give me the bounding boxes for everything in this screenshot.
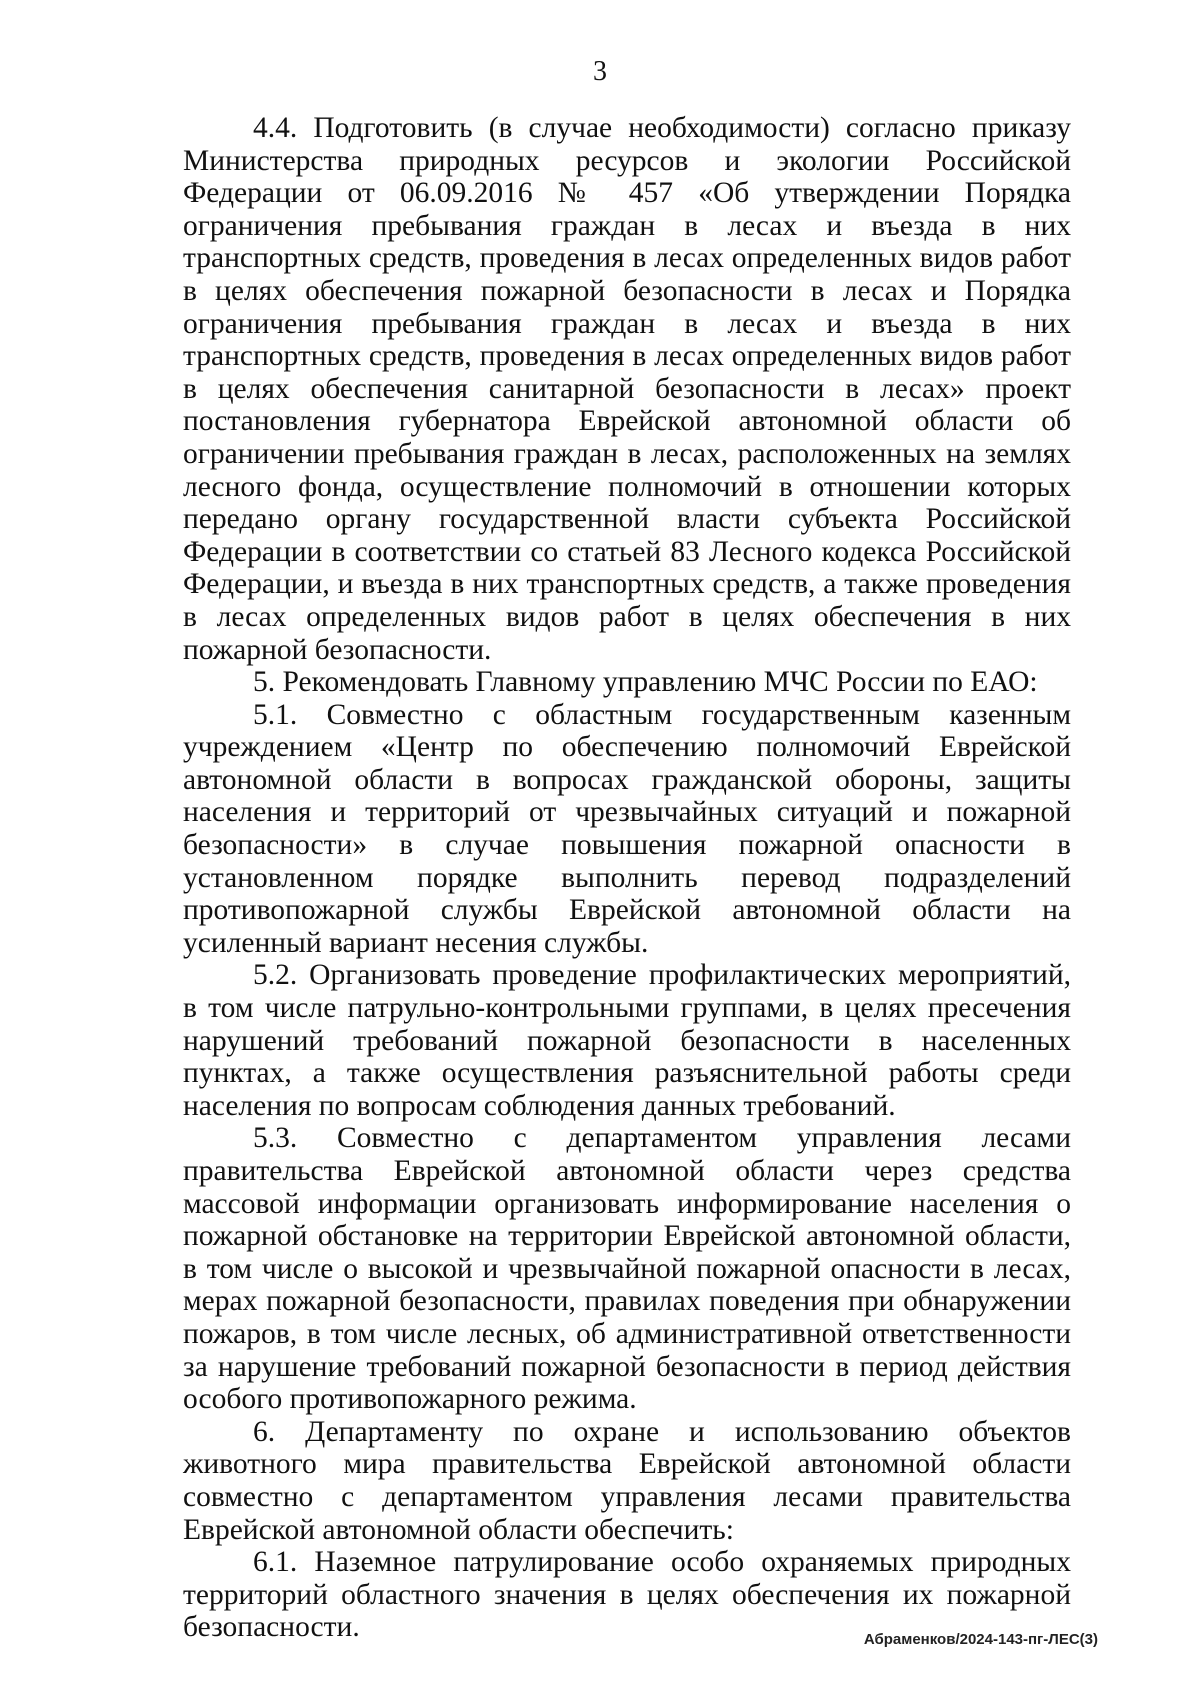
page-number: 3 — [593, 56, 607, 87]
paragraph-5-1: 5.1. Совместно с областным государственным казенным учреждением «Центр по обеспечению полномочий Еврейской автономной области в вопросах гражданской обороны, защиты населения и территорий от чрезвычайных ситуаций и пожарной безопасности» в случае повышения пожарной опасности в установленном порядке выполнить перевод подразделений противопожарной службы Еврейской автономной области на усиленный вариант несения службы. — [183, 698, 1071, 959]
paragraph-4-4: 4.4. Подготовить (в случае необходимости) согласно приказу Министерства природных ресурсов и экологии Российской Федерации от 06.09.2016 № 457 «Об утверждении Порядка ограничения пребывания граждан в лесах и въезда в них транспортных средств, проведения в лесах определенных видов работ в целях обеспечения пожарной безопасности в лесах и Порядка ограничения пребывания граждан в лесах и въезда в них транспортных средств, проведения в лесах определенных видов работ в целях обеспечения санитарной безопасности в лесах» проект постановления губернатора Еврейской автономной области об ограничении пребывания граждан в лесах, расположенных на землях лесного фонда, осуществление полномочий в отношении которых передано органу государственной власти субъекта Российской Федерации в соответствии со статьей 83 Лесного кодекса Российской Федерации, и въезда в них транспортных средств, а также проведения в лесах определенных видов работ в целях обеспечения в них пожарной безопасности. — [183, 112, 1071, 666]
document-body — [183, 112, 1071, 1644]
paragraph-5-3: 5.3. Совместно с департаментом управления лесами правительства Еврейской автономной области через средства массовой информации организовать информирование населения о пожарной обстановке на территории Еврейской автономной области, в том числе о высокой и чрезвычайной пожарной опасности в лесах, мерах пожарной безопасности, правилах поведения при обнаружении пожаров, в том числе лесных, об административной ответственности за нарушение требований пожарной безопасности в период действия особого противопожарного режима. — [183, 1122, 1071, 1416]
paragraph-6-1: 6.1. Наземное патрулирование особо охраняемых природных территорий областного значения в целях обеспечения их пожарной безопасности. — [183, 1546, 1071, 1644]
document-registration-code: Абраменков/2024-143-пг-ЛЕС(3) — [863, 1631, 1098, 1648]
paragraph-6: 6. Департаменту по охране и использованию объектов животного мира правительства Еврейской автономной области совместно с департаментом управления лесами правительства Еврейской автономной области обеспечить: — [183, 1415, 1071, 1546]
paragraph-5-2: 5.2. Организовать проведение профилактических мероприятий, в том числе патрульно-контрольными группами, в целях пресечения нарушений требований пожарной безопасности в населенных пунктах, а также осуществления разъяснительной работы среди населения по вопросам соблюдения данных требований. — [183, 959, 1071, 1122]
paragraph-5: 5. Рекомендовать Главному управлению МЧС России по ЕАО: — [253, 666, 1038, 699]
